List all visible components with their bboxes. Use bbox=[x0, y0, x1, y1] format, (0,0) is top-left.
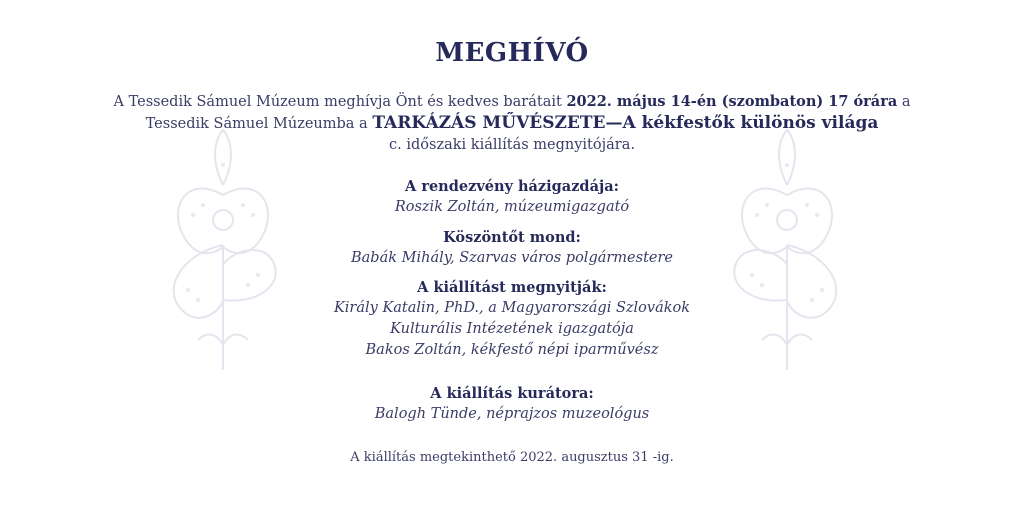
intro-line3: c. időszaki kiállítás megnyitójára. bbox=[389, 137, 635, 153]
host-name: Roszik Zoltán, múzeumigazgató bbox=[394, 199, 630, 215]
intro-text bbox=[60, 91, 964, 156]
greeting-name: Babák Mihály, Szarvas város polgármestere bbox=[351, 250, 673, 266]
intro-line1-pre: A Tessedik Sámuel Múzeum meghívja Önt és kedves barátait bbox=[113, 94, 567, 110]
greeting-label: Köszöntőt mond: bbox=[443, 229, 581, 246]
host-section bbox=[0, 177, 1024, 218]
intro-line1-post: a bbox=[897, 94, 911, 110]
openers-section bbox=[0, 278, 1024, 361]
curator-section bbox=[0, 384, 1024, 425]
curator-label: A kiállítás kurátora: bbox=[430, 385, 594, 402]
greeting-section bbox=[0, 228, 1024, 269]
page-title: MEGHÍVÓ bbox=[435, 38, 589, 68]
curator-name: Balogh Tünde, néprajzos muzeológus bbox=[374, 406, 650, 422]
openers-label: A kiállítást megnyitják: bbox=[417, 279, 607, 296]
footer-note: A kiállítás megtekinthető 2022. augusztus 31 -ig. bbox=[350, 450, 674, 465]
intro-line2-pre: Tessedik Sámuel Múzeumba a bbox=[145, 116, 373, 132]
event-date: 2022. május 14-én (szombaton) 17 órára bbox=[566, 93, 898, 110]
exhibition-title: TARKÁZÁS MŰVÉSZETE—A kékfestők különös világa bbox=[372, 113, 879, 133]
host-label: A rendezvény házigazdája: bbox=[405, 178, 619, 195]
opener-line: Kulturális Intézetének igazgatója bbox=[390, 321, 634, 337]
opener-line: Bakos Zoltán, kékfestő népi iparművész bbox=[365, 342, 659, 358]
opener-line: Király Katalin, PhD., a Magyarországi Szlovákok bbox=[333, 300, 691, 316]
